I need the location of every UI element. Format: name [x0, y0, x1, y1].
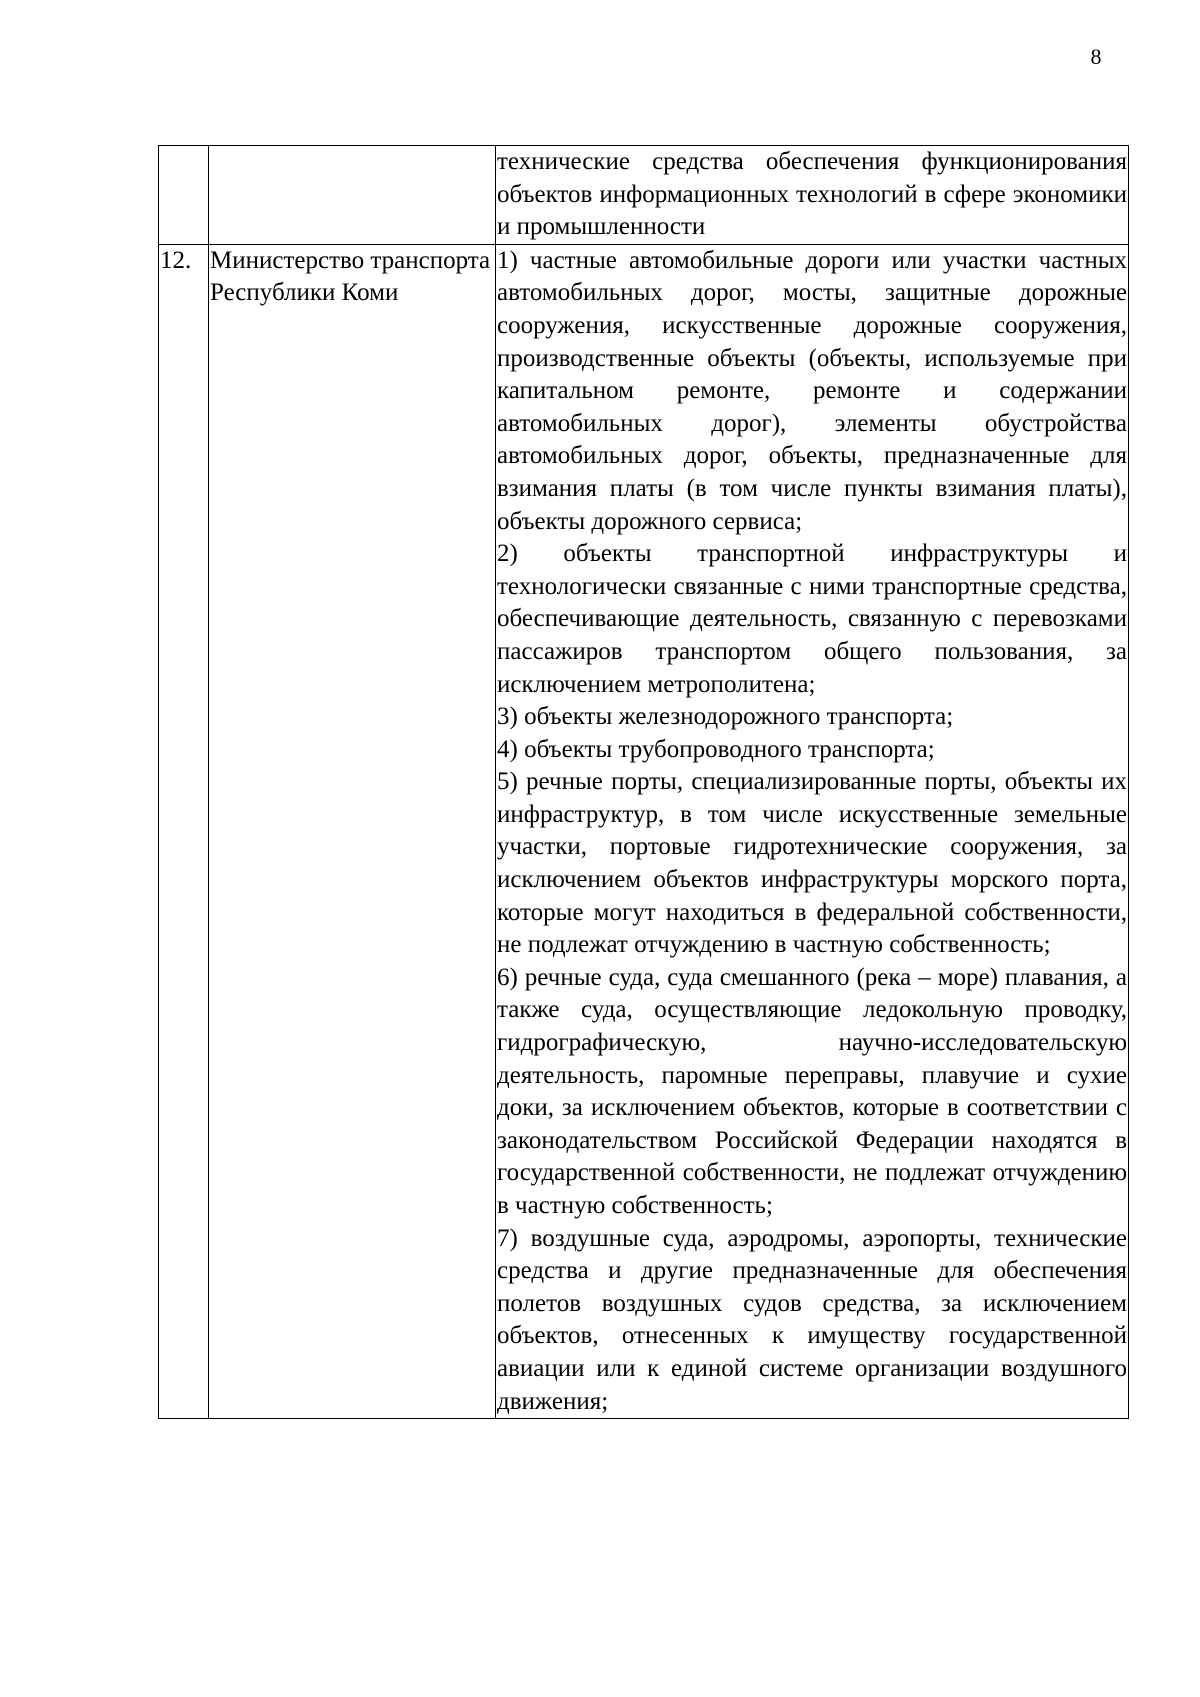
description-paragraph: 5) речные порты, специализированные порты, объекты их инфраструктур, в том числе искусственные земельные участки, портовые гидротехнические сооружения, за исключением объектов инфраструктуры морского порта, которые могут находиться в федеральной собственности, не подлежат отчуждению в частную собственность; [497, 768, 1127, 959]
description-paragraph: 4) объекты трубопроводного транспорта; [497, 735, 935, 763]
table-row [159, 146, 1129, 245]
description-paragraph: 1) частные автомобильные дороги или участки частных автомобильных дорог, мосты, защитные дорожные сооружения, искусственные дорожные сооружения, производственные объекты (объекты, используемые при капитальном ремонте, ремонте и содержании автомобильных дорог), элементы обустройства автомобильных дорог, объекты, предназначенные для взимания платы (в том числе пункты взимания платы), объекты дорожного сервиса; [497, 246, 1127, 535]
description-cell [496, 146, 1129, 245]
description-paragraph: 6) речные суда, суда смешанного (река – море) плавания, а также суда, осуществляющие ледокольную проводку, гидрографическую, научно-исследовательскую деятельность, паромные переправы, плавучие и сухие доки, за исключением объектов, которые в соответствии с законодательством Российской Федерации находятся в государственной собственности, не подлежат отчуждению в частную собственность; [497, 963, 1127, 1219]
organization-cell [209, 146, 496, 245]
page-number: 8 [1090, 44, 1102, 69]
document-table [158, 145, 1129, 1419]
description-cell [496, 244, 1129, 1418]
description-paragraph: 7) воздушные суда, аэродромы, аэропорты, технические средства и другие предназначенные для обеспечения полетов воздушных судов средства, за исключением объектов, отнесенных к имуществу государственной авиации или к единой системе организации воздушного движения; [497, 1224, 1127, 1415]
table-row [159, 244, 1129, 1418]
row-number-cell: 12. [159, 244, 209, 1418]
organization-cell: Министерство транспорта Республики Коми [209, 244, 496, 1418]
row-number-cell [159, 146, 209, 245]
description-paragraph: технические средства обеспечения функционирования объектов информационных технологий в сфере экономики и промышленности [497, 148, 1127, 241]
description-paragraph: 2) объекты транспортной инфраструктуры и технологически связанные с ними транспортные средства, обеспечивающие деятельность, связанную с перевозками пассажиров транспортом общего пользования, за исключением метрополитена; [497, 540, 1127, 698]
description-paragraph: 3) объекты железнодорожного транспорта; [497, 703, 954, 731]
